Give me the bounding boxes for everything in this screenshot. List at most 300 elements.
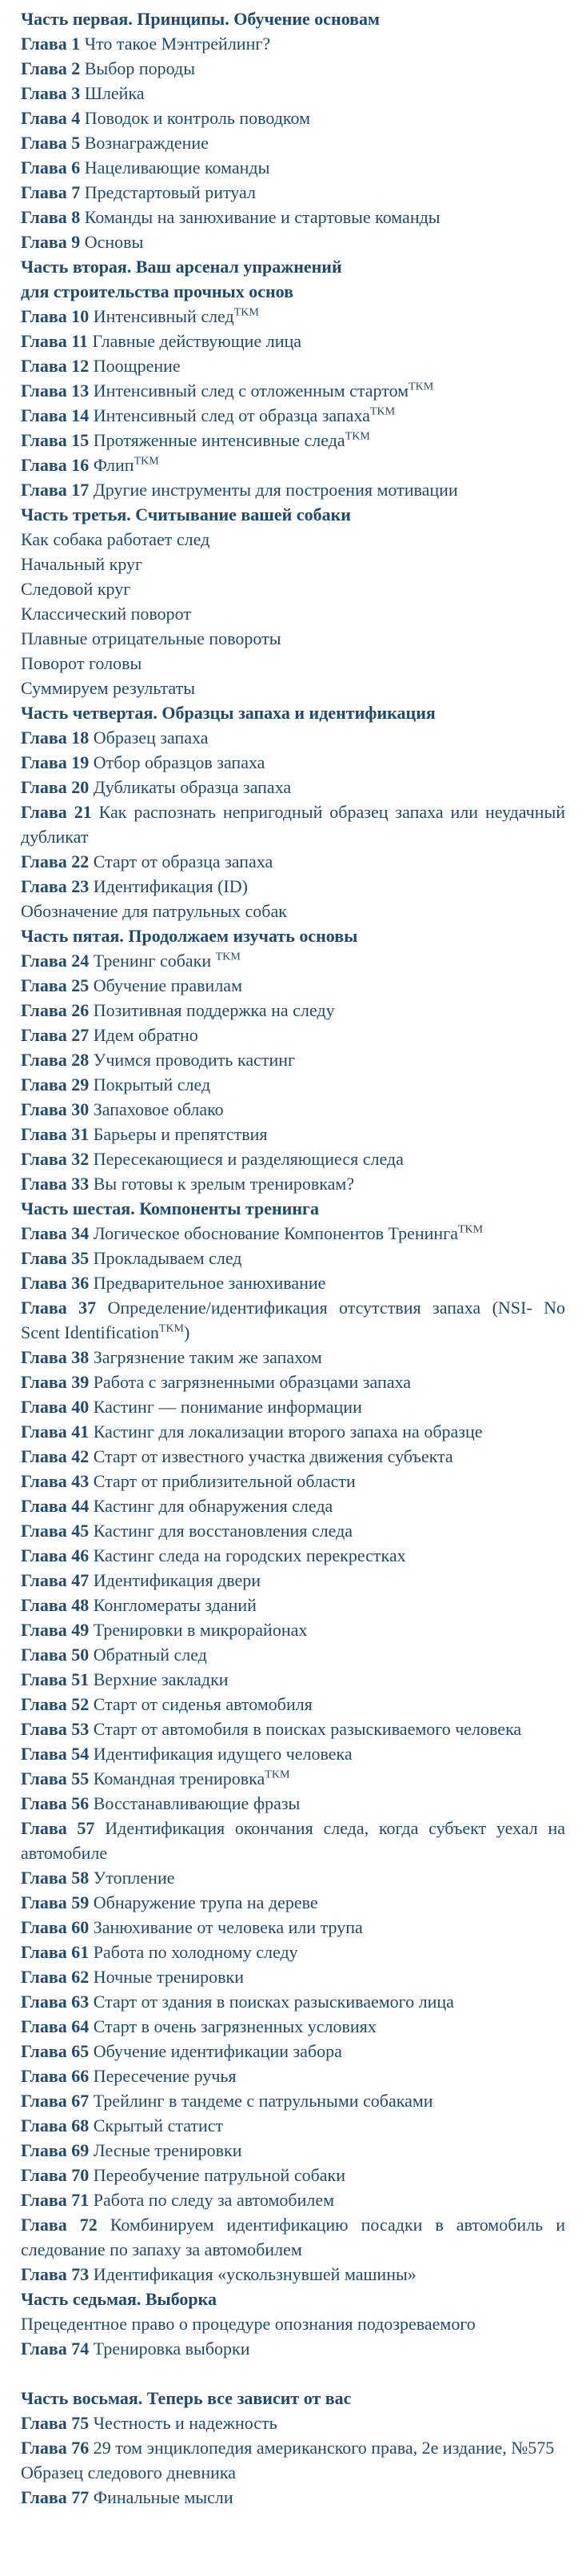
chapter-word: Глава [21,1793,67,1813]
chapter-entry[interactable] [21,1766,565,1791]
chapter-word: Глава [21,1223,67,1243]
chapter-word: Глава [21,1174,67,1194]
chapter-word: Глава [21,2016,67,2036]
chapter-number: 36 [71,1273,90,1293]
trademark-superscript: TKM [134,455,159,468]
chapter-title: Верхние закладки [93,1669,229,1689]
chapter-word: Глава [21,2190,67,2210]
chapter-title: Вы готовы к зрелым тренировкам? [93,1174,355,1194]
part-heading[interactable]: Часть пятая. Продолжаем изучать основы [21,926,358,946]
chapter-entry[interactable] [21,2435,565,2460]
chapter-entry[interactable] [21,1940,565,1964]
chapter-entry[interactable] [21,1246,565,1270]
chapter-entry[interactable] [21,2262,565,2287]
chapter-word: Глава [21,1124,67,1144]
chapter-entry[interactable] [21,998,565,1023]
chapter-title: Учимся проводить кастинг [93,1050,296,1070]
chapter-entry[interactable] [21,1023,565,1047]
chapter-word: Глава [21,1050,67,1070]
chapter-title: Командная тренировка [93,1769,265,1788]
chapter-word: Глава [21,2066,67,2086]
chapter-entry[interactable] [21,403,565,428]
chapter-title: Прокладываем след [93,1248,242,1268]
chapter-word: Глава [21,1645,67,1665]
toc-entry[interactable]: Прецедентное право о процедуре опознания подозреваемого [21,2314,476,2334]
chapter-number: 72 [79,2215,98,2235]
chapter-title: Восстанавливающие фразы [93,1793,301,1813]
chapter-entry[interactable] [21,973,565,998]
chapter-entry[interactable] [21,329,565,353]
chapter-entry[interactable] [21,1642,565,1667]
chapter-entry[interactable] [21,2187,565,2212]
chapter-entry[interactable] [21,1890,565,1915]
chapter-title: Другие инструменты для построения мотивации [93,480,458,500]
chapter-number: 65 [71,2041,90,2061]
chapter-number: 55 [71,1769,90,1788]
chapter-title: Барьеры и препятствия [93,1124,268,1144]
chapter-entry[interactable] [21,1865,565,1890]
chapter-entry[interactable] [21,453,565,477]
part-heading[interactable]: Часть третья. Считывание вашей собаки [21,504,351,524]
chapter-word: Глава [21,1075,67,1095]
chapter-entry[interactable] [21,1692,565,1717]
chapter-title: Флип [93,455,134,475]
chapter-word: Глава [21,1099,67,1119]
chapter-number: 42 [71,1446,90,1466]
chapter-number: 53 [71,1719,90,1739]
chapter-entry[interactable] [21,130,565,155]
chapter-entry[interactable] [21,205,565,229]
chapter-entry[interactable] [21,1741,565,1766]
chapter-entry[interactable] [21,1493,565,1518]
chapter-entry[interactable] [21,1072,565,1097]
chapter-word: Глава [21,1149,67,1169]
chapter-number: 44 [71,1496,90,1516]
chapter-number: 45 [71,1521,90,1541]
chapter-title: Образец запаха [93,728,209,748]
trademark-superscript: TKM [215,951,241,963]
chapter-number: 37 [78,1298,97,1318]
chapter-title: Обучение идентификации забора [93,2041,342,2061]
chapter-word: Глава [21,455,67,475]
chapter-entry[interactable] [21,2064,565,2088]
chapter-number: 23 [71,876,90,896]
chapter-entry[interactable] [21,81,565,106]
chapter-entry[interactable] [21,1717,565,1741]
chapter-number: 26 [71,1000,90,1020]
chapter-number: 47 [71,1570,90,1590]
chapter-entry[interactable] [21,725,565,750]
chapter-number: 66 [71,2066,90,2086]
chapter-title: Утопление [93,1868,175,1888]
chapter-word: Глава [21,405,67,425]
chapter-word: Глава [21,1446,67,1466]
part-heading[interactable]: Часть четвертая. Образцы запаха и идентификация [21,703,436,723]
chapter-title: Старт от автомобиля в поисках разыскиваемого человека [93,1719,522,1739]
chapter-entry[interactable] [21,775,565,800]
chapter-entry[interactable] [21,750,565,775]
chapter-number: 6 [71,158,81,177]
chapter-title: Поводок и контроль поводком [84,108,310,128]
chapter-title: Скрытый статист [93,2115,224,2135]
chapter-word: Глава [21,1892,67,1912]
chapter-number: 3 [71,83,81,103]
toc-entry[interactable]: Плавные отрицательные повороты [21,628,281,648]
part-heading[interactable]: Часть вторая. Ваш арсенал упражнений [21,257,342,277]
chapter-number: 22 [71,851,90,871]
chapter-number: 2 [71,58,81,78]
toc-entry[interactable]: Классический поворот [21,604,191,624]
chapter-number: 46 [71,1545,90,1565]
chapter-number: 50 [71,1645,90,1665]
chapter-word: Глава [21,430,67,450]
chapter-word: Глава [21,2215,67,2235]
chapter-title: Отбор образцов запаха [93,752,265,772]
chapter-number: 73 [71,2264,90,2284]
chapter-number: 25 [71,975,90,995]
chapter-number: 38 [71,1347,90,1367]
chapter-number: 32 [71,1149,90,1169]
chapter-entry[interactable] [21,2163,565,2187]
chapter-title: Идентификация (ID) [93,876,248,896]
chapter-entry[interactable] [21,1345,565,1370]
chapter-word: Глава [21,1917,67,1937]
chapter-number: 68 [71,2115,90,2135]
chapter-number: 5 [71,133,81,153]
chapter-word: Глава [21,1347,67,1367]
chapter-title: Идентификация «ускользнувшей машины» [93,2264,417,2284]
chapter-title: Пересекающиеся и разделяющиеся следа [93,1149,404,1169]
chapter-entry[interactable] [21,1617,565,1642]
chapter-title: Нацеливающие команды [84,158,270,177]
chapter-title: Кастинг для обнаружения следа [93,1496,333,1516]
chapter-word: Глава [21,1496,67,1516]
chapter-number: 8 [71,207,81,227]
chapter-word: Глава [21,951,67,971]
chapter-word: Глава [21,108,67,128]
chapter-number: 15 [71,430,90,450]
chapter-entry[interactable] [21,1295,565,1345]
chapter-entry[interactable] [21,874,565,899]
chapter-number: 70 [71,2165,90,2185]
chapter-word: Глава [21,1545,67,1565]
chapter-number: 13 [71,381,90,401]
chapter-number: 48 [71,1595,90,1615]
chapter-entry[interactable] [21,56,565,81]
chapter-word: Глава [21,752,67,772]
toc-entry[interactable]: Суммируем результаты [21,678,196,698]
chapter-title: Старт от образца запаха [93,851,273,871]
chapter-title: Идем обратно [93,1025,198,1045]
chapter-title: Как распознать непригодный образец запаха или неудачный дубликат [21,802,566,847]
chapter-word: Глава [21,1521,67,1541]
chapter-entry[interactable] [21,2336,565,2361]
chapter-number: 35 [71,1248,90,1268]
chapter-entry[interactable] [21,1964,565,1989]
chapter-title: Старт от приблизительной области [93,1471,356,1491]
chapter-word: Глава [21,1992,67,2012]
chapter-word: Глава [21,1769,67,1788]
chapter-entry[interactable] [21,2039,565,2064]
chapter-word: Глава [21,58,67,78]
chapter-number: 17 [71,480,90,500]
chapter-number: 24 [71,951,90,971]
chapter-title: Главные действующие лица [92,331,302,351]
chapter-title: Пересечение ручья [93,2066,237,2086]
chapter-title: Основы [84,232,144,252]
chapter-number: 76 [71,2438,90,2458]
chapter-entry[interactable] [21,1394,565,1419]
chapter-title: Кастинг для локализации второго запаха на образце [93,1422,483,1442]
chapter-title: Протяженные интенсивные следа [93,430,345,450]
chapter-title: Тренировка выборки [93,2339,250,2359]
chapter-number: 39 [71,1372,90,1392]
chapter-title-tail: ) [184,1322,190,1342]
chapter-word: Глава [21,2041,67,2061]
chapter-number: 49 [71,1620,90,1640]
chapter-word: Глава [21,2413,67,2433]
chapter-word: Глава [21,2487,67,2507]
toc-entry[interactable]: Как собака работает след [21,529,210,549]
chapter-title: Интенсивный след [93,306,234,326]
chapter-number: 4 [71,108,81,128]
chapter-number: 30 [71,1099,90,1119]
chapter-title: Обнаружение трупа на дереве [93,1892,318,1912]
chapter-number: 69 [71,2140,90,2160]
chapter-entry[interactable] [21,1568,565,1593]
chapter-entry[interactable] [21,1543,565,1568]
chapter-entry[interactable] [21,1221,565,1246]
chapter-entry[interactable] [21,1270,565,1295]
chapter-entry[interactable] [21,304,565,329]
chapter-number: 71 [71,2190,90,2210]
chapter-title: Комбинируем идентификацию посадки в автомобиль и следование по запаху за автомобилем [21,2215,566,2259]
chapter-word: Глава [21,1422,67,1442]
toc-entry[interactable]: Обозначение для патрульных собак [21,901,287,921]
chapter-entry[interactable] [21,1047,565,1072]
chapter-entry[interactable] [21,2485,565,2510]
part-heading[interactable]: Часть первая. Принципы. Обучение основам [21,9,381,29]
chapter-title: Интенсивный след от образца запаха [93,405,370,425]
chapter-word: Глава [21,1595,67,1615]
chapter-word: Глава [21,1620,67,1640]
chapter-entry[interactable] [21,1444,565,1469]
chapter-word: Глава [21,1744,67,1764]
trademark-superscript: TKM [457,1223,484,1236]
chapter-number: 59 [71,1892,90,1912]
chapter-entry[interactable] [21,2113,565,2138]
chapter-word: Глава [21,1248,67,1268]
chapter-number: 12 [71,356,90,376]
chapter-entry[interactable] [21,477,565,502]
chapter-number: 58 [71,1868,90,1888]
chapter-word: Глава [21,381,67,401]
chapter-title: Идентификация идущего человека [93,1744,353,1764]
chapter-title: Финальные мысли [93,2487,233,2507]
chapter-title: Трейлинг в тандеме с патрульными собаками [93,2091,433,2111]
trademark-superscript: TKM [409,381,434,393]
chapter-word: Глава [21,1570,67,1590]
chapter-title: Загрязнение таким же запахом [93,1347,322,1367]
chapter-number: 52 [71,1694,90,1714]
chapter-title: Старт от сиденья автомобиля [93,1694,313,1714]
chapter-title: Определение/идентификация отсутствия запаха (NSI- No Scent Identification [21,1298,566,1342]
chapter-word: Глава [21,232,67,252]
chapter-entry[interactable] [21,1518,565,1543]
chapter-word: Глава [21,2264,67,2284]
chapter-word: Глава [21,2140,67,2160]
chapter-number: 33 [71,1174,90,1194]
chapter-word: Глава [21,356,67,376]
chapter-word: Глава [21,1942,67,1962]
part-heading[interactable]: Часть восьмая. Теперь все зависит от вас [21,2388,352,2408]
chapter-title: Работа по следу за автомобилем [93,2190,335,2210]
chapter-number: 40 [71,1397,90,1417]
chapter-entry[interactable] [21,2088,565,2113]
chapter-entry[interactable] [21,1989,565,2014]
chapter-entry[interactable] [21,948,565,973]
chapter-title: Старт в очень загрязненных условиях [93,2016,377,2036]
chapter-entry[interactable] [21,2212,565,2262]
chapter-entry[interactable] [21,1122,565,1146]
chapter-number: 77 [71,2487,90,2507]
chapter-entry[interactable] [21,155,565,180]
toc-entry[interactable]: Начальный круг [21,554,143,574]
chapter-entry[interactable] [21,1667,565,1692]
chapter-number: 74 [71,2339,90,2359]
chapter-title: Тренинг собаки [93,951,216,971]
chapter-title: 29 том энциклопедия американского права, 2е издание, №575 [93,2438,555,2458]
chapter-word: Глава [21,1719,67,1739]
chapter-title: Ночные тренировки [93,1967,244,1987]
chapter-number: 51 [71,1669,90,1689]
chapter-entry[interactable] [21,800,565,849]
trademark-superscript: TKM [265,1769,290,1781]
chapter-number: 18 [71,728,90,748]
chapter-number: 56 [71,1793,90,1813]
chapter-number: 11 [71,331,89,351]
chapter-entry[interactable] [21,2138,565,2163]
chapter-number: 7 [71,182,81,202]
chapter-number: 57 [77,1818,95,1838]
chapter-entry[interactable] [21,1419,565,1444]
chapter-entry[interactable] [21,1097,565,1122]
chapter-number: 20 [71,777,90,797]
chapter-word: Глава [21,2165,67,2185]
chapter-entry[interactable] [21,378,565,403]
chapter-title: Кастинг следа на городских перекрестках [93,1545,406,1565]
chapter-number: 31 [71,1124,90,1144]
chapter-word: Глава [21,133,67,153]
chapter-word: Глава [21,2115,67,2135]
chapter-entry[interactable] [21,229,565,254]
chapter-entry[interactable] [21,1469,565,1493]
chapter-title: Лесные тренировки [93,2140,242,2160]
chapter-entry[interactable] [21,2411,565,2435]
chapter-word: Глава [21,1694,67,1714]
trademark-superscript: TKM [369,405,396,418]
chapter-word: Глава [21,2438,67,2458]
chapter-entry[interactable] [21,180,565,205]
chapter-number: 21 [74,802,92,822]
chapter-title: Идентификация двери [93,1570,261,1590]
chapter-entry[interactable] [21,1791,565,1816]
chapter-entry[interactable] [21,1146,565,1171]
chapter-number: 29 [71,1075,90,1095]
chapter-word: Глава [21,34,67,54]
chapter-title: Вознаграждение [84,133,209,153]
chapter-entry[interactable] [21,106,565,130]
chapter-word: Глава [21,1818,67,1838]
chapter-entry[interactable] [21,428,565,453]
chapter-word: Глава [21,1397,67,1417]
chapter-title: Что такое Мэнтрейлинг? [84,34,271,54]
chapter-word: Глава [21,1273,67,1293]
chapter-word: Глава [21,777,67,797]
chapter-word: Глава [21,1669,67,1689]
trademark-superscript: TKM [158,1322,185,1335]
chapter-word: Глава [21,975,67,995]
part-heading[interactable]: Часть седьмая. Выборка [21,2289,217,2309]
chapter-entry[interactable] [21,31,565,56]
chapter-title: Работа по холодному следу [93,1942,298,1962]
chapter-number: 63 [71,1992,90,2012]
chapter-word: Глава [21,158,67,177]
chapter-title: Дубликаты образца запаха [93,777,292,797]
chapter-word: Глава [21,876,67,896]
chapter-entry[interactable] [21,1816,565,1865]
toc-entry[interactable]: Поворот головы [21,653,142,673]
chapter-word: Глава [21,182,67,202]
chapter-word: Глава [21,728,67,748]
chapter-number: 10 [71,306,90,326]
chapter-entry[interactable] [21,1593,565,1617]
chapter-number: 19 [71,752,90,772]
toc-entry[interactable]: Следовой круг [21,579,131,599]
chapter-entry[interactable] [21,2014,565,2039]
chapter-number: 16 [71,455,90,475]
chapter-entry[interactable] [21,1915,565,1940]
section-spacer [21,2361,565,2386]
chapter-title: Кастинг для восстановления следа [93,1521,353,1541]
chapter-entry[interactable] [21,849,565,874]
chapter-title: Тренировки в микрорайонах [93,1620,308,1640]
chapter-title: Идентификация окончания следа, когда субъект уехал на автомобиле [21,1818,565,1863]
chapter-number: 75 [71,2413,90,2433]
chapter-title: Покрытый след [93,1075,211,1095]
part-heading[interactable]: Часть шестая. Компоненты тренинга [21,1198,319,1218]
chapter-title: Старт от известного участка движения субъекта [93,1446,453,1466]
chapter-number: 61 [71,1942,90,1962]
chapter-title: Переобучение патрульной собаки [93,2165,346,2185]
part-heading[interactable]: для строительства прочных основ [21,281,293,301]
chapter-title: Шлейка [84,83,145,103]
chapter-word: Глава [21,1000,67,1020]
chapter-title: Кастинг — понимание информации [93,1397,362,1417]
chapter-word: Глава [21,1967,67,1987]
toc-entry[interactable]: Образец следового дневника [21,2462,236,2482]
chapter-number: 41 [71,1422,90,1442]
chapter-entry[interactable] [21,1171,565,1196]
chapter-word: Глава [21,331,67,351]
chapter-word: Глава [21,1868,67,1888]
chapter-title: Интенсивный след с отложенным стартом [93,381,409,401]
chapter-entry[interactable] [21,1370,565,1394]
chapter-word: Глава [21,2091,67,2111]
chapter-number: 9 [71,232,81,252]
chapter-title: Логическое обоснование Компонентов Тренинга [93,1223,458,1243]
chapter-entry[interactable] [21,353,565,378]
